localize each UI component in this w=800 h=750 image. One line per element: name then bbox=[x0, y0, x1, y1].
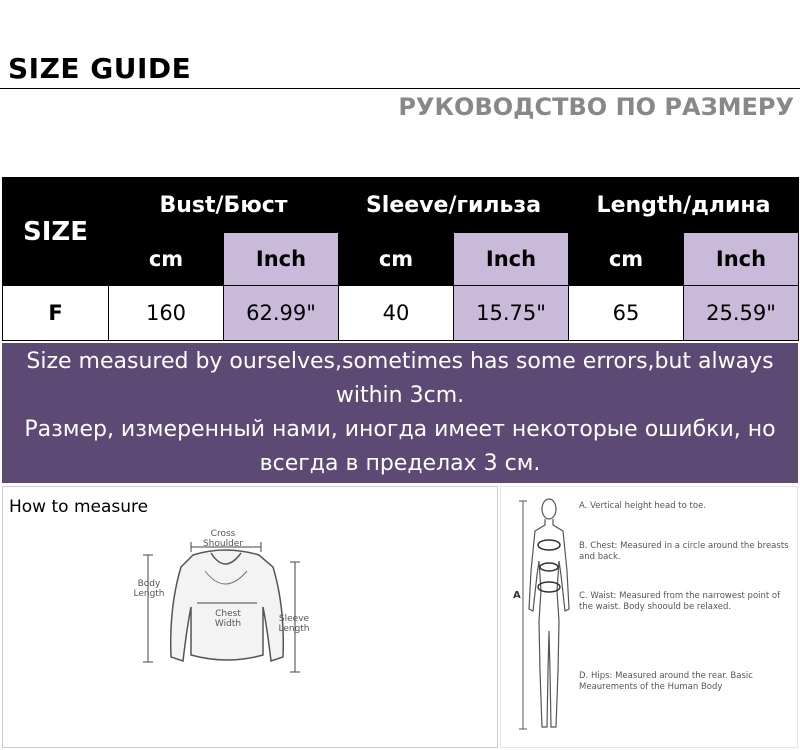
bust-header: Bust/Бюст bbox=[109, 178, 339, 233]
sleeve-cm-value: 40 bbox=[339, 286, 454, 341]
size-table bbox=[2, 177, 799, 341]
guide-item-waist: C. Waist: Measured from the narrowest point of the waist. Body shoould be relaxed. bbox=[579, 591, 781, 612]
how-to-measure-panel bbox=[2, 486, 498, 748]
title-divider bbox=[0, 88, 800, 89]
note-english: Size measured by ourselves,sometimes has some errors,but always within 3cm. bbox=[26, 349, 774, 408]
body-measure-panel bbox=[500, 486, 798, 748]
page-title: SIZE GUIDE bbox=[8, 52, 192, 85]
body-length-label: Body Length bbox=[133, 579, 165, 599]
length-cm-value: 65 bbox=[569, 286, 684, 341]
length-inch-value: 25.59" bbox=[684, 286, 799, 341]
sleeve-inch-header: Inch bbox=[454, 233, 569, 286]
sleeve-inch-value: 15.75" bbox=[454, 286, 569, 341]
size-value: F bbox=[3, 286, 109, 341]
page-subtitle: РУКОВОДСТВО ПО РАЗМЕРУ bbox=[398, 93, 794, 121]
sleeve-header: Sleeve/гильза bbox=[339, 178, 569, 233]
size-header: SIZE bbox=[3, 178, 109, 286]
cross-shoulder-label: Cross Shoulder bbox=[202, 529, 244, 549]
bust-inch-header: Inch bbox=[224, 233, 339, 286]
how-to-measure-title: How to measure bbox=[9, 497, 149, 517]
measurement-note bbox=[2, 343, 798, 483]
guide-item-chest: B. Chest: Measured in a circle around the breasts and back. bbox=[579, 541, 789, 562]
length-cm-header: cm bbox=[569, 233, 684, 286]
bust-cm-value: 160 bbox=[109, 286, 224, 341]
length-inch-header: Inch bbox=[684, 233, 799, 286]
sleeve-cm-header: cm bbox=[339, 233, 454, 286]
table-row bbox=[3, 286, 799, 341]
note-russian: Размер, измеренный нами, иногда имеет некоторые ошибки, но всегда в пределах 3 см. bbox=[24, 417, 776, 476]
height-marker-label: A bbox=[513, 590, 521, 601]
guide-item-hips: D. Hips: Measured around the rear. Basic Meaurements of the Human Body bbox=[579, 671, 753, 692]
bust-cm-header: cm bbox=[109, 233, 224, 286]
chest-width-label: Chest Width bbox=[214, 609, 242, 629]
human-body-icon bbox=[509, 491, 577, 741]
sleeve-length-label: Sleeve Length bbox=[278, 614, 310, 634]
guide-item-height: A. Vertical height head to toe. bbox=[579, 501, 707, 511]
length-header: Length/длина bbox=[569, 178, 799, 233]
bust-inch-value: 62.99" bbox=[224, 286, 339, 341]
